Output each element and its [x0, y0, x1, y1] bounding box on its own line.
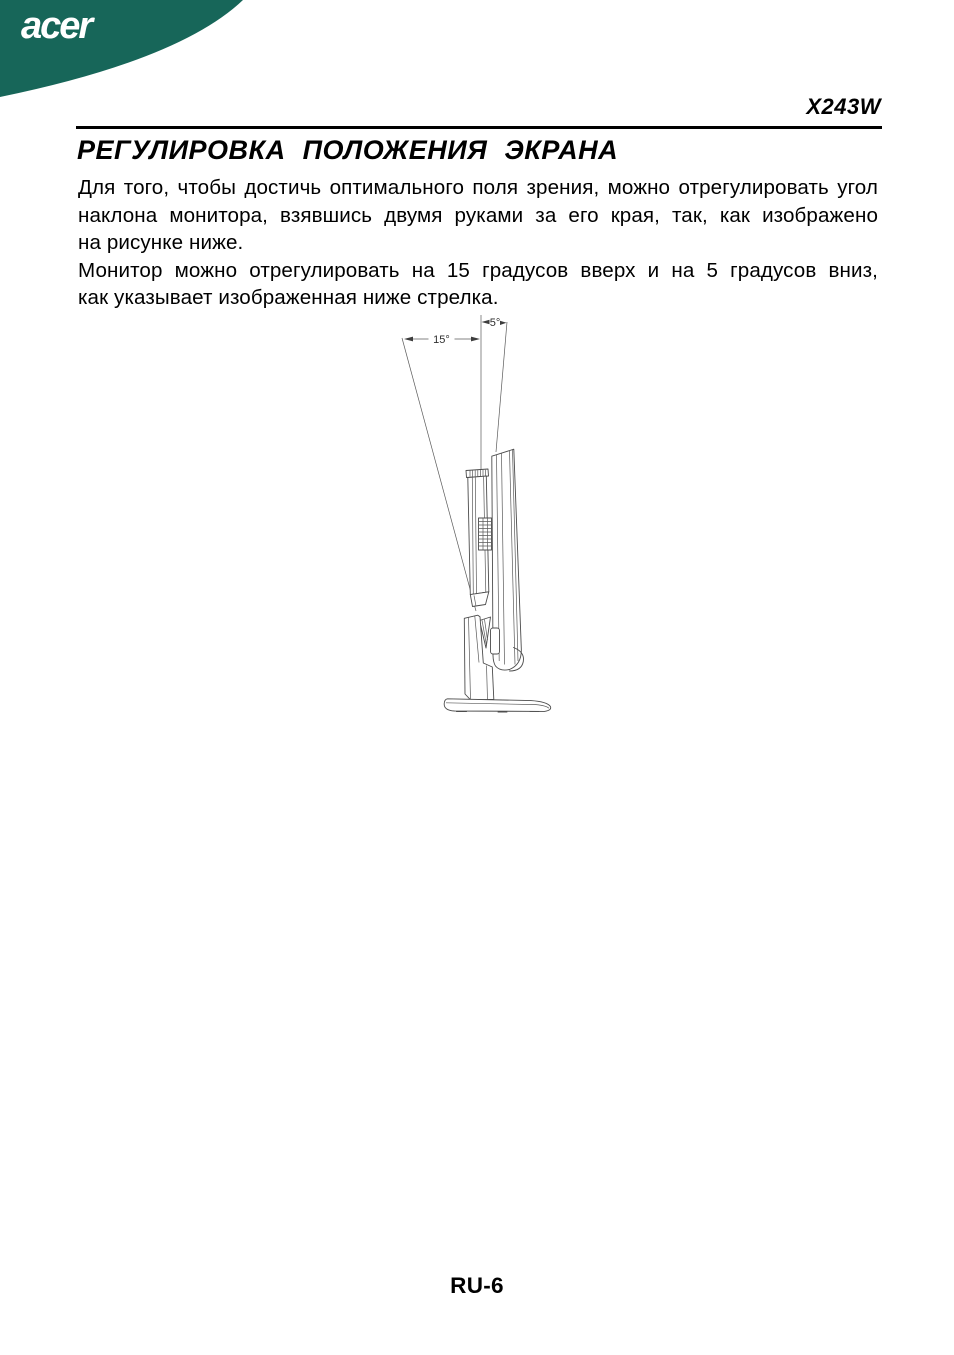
header-rule [76, 126, 882, 129]
page-title: РЕГУЛИРОВКА ПОЛОЖЕНИЯ ЭКРАНА [77, 135, 619, 165]
acer-brand-swoosh [0, 0, 248, 98]
body-line: как указывает изображенная ниже стрелка. [78, 286, 499, 310]
body-line: Для того, чтобы достичь оптимального поля зрения, можно отрегулировать угол [78, 176, 878, 199]
angle-reference-lines [402, 315, 507, 611]
monitor-back-position [491, 449, 524, 671]
monitor-tilt-diagram [390, 300, 590, 720]
acer-logo: acer [21, 5, 92, 47]
tilt-down-dimension [482, 315, 507, 330]
body-text [78, 174, 878, 312]
tilt-down-angle-label: 5° [489, 317, 501, 329]
body-line: Монитор можно отрегулировать на 15 градусов вверх и на 5 градусов вниз, [78, 258, 878, 282]
tilt-up-angle-label: 15° [433, 334, 450, 346]
tilt-diagram-figure [390, 300, 590, 720]
body-line: на рисунке ниже. [78, 231, 244, 255]
body-line: наклона монитора, взявшись двумя руками за его края, так, как изображено [78, 203, 878, 227]
tilt-up-dimension [404, 332, 480, 347]
vent-grille [479, 518, 492, 550]
page-number: RU-6 [450, 1273, 504, 1298]
model-number: X243W [806, 94, 881, 119]
